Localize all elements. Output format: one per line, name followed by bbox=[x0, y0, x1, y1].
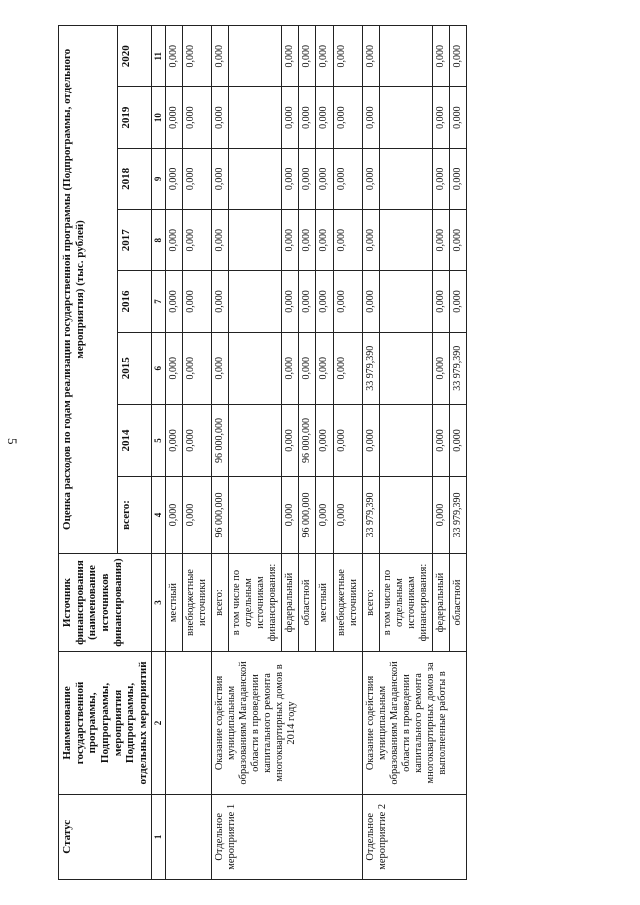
status-cell: Отдельное мероприятие 1 bbox=[212, 794, 363, 879]
source-cell: всего: bbox=[212, 553, 229, 652]
value-cell: 0,000 bbox=[282, 210, 299, 271]
table-row bbox=[165, 26, 182, 880]
value-cell bbox=[229, 148, 282, 209]
value-cell bbox=[229, 26, 282, 87]
value-cell bbox=[379, 210, 432, 271]
value-cell: 0,000 bbox=[362, 404, 379, 476]
page-number: 5 bbox=[5, 438, 20, 445]
value-cell bbox=[229, 210, 282, 271]
header-name: Наименование государственной программы, Подпрограммы, мероприятия Подпрограммы, отдельных мероприятий bbox=[59, 652, 152, 794]
value-cell: 0,000 bbox=[316, 404, 333, 476]
value-cell: 0,000 bbox=[299, 148, 316, 209]
table-row bbox=[212, 26, 229, 880]
source-cell: внебюджетные источники bbox=[333, 553, 362, 652]
value-cell: 0,000 bbox=[316, 210, 333, 271]
value-cell: 0,000 bbox=[182, 26, 211, 87]
column-index: 2 bbox=[152, 652, 165, 794]
value-cell: 0,000 bbox=[282, 271, 299, 332]
column-index: 6 bbox=[152, 332, 165, 404]
value-cell: 96 000,000 bbox=[299, 404, 316, 476]
value-cell: 0,000 bbox=[165, 148, 182, 209]
header-year: 2016 bbox=[118, 271, 152, 332]
value-cell: 0,000 bbox=[212, 271, 229, 332]
value-cell: 0,000 bbox=[282, 87, 299, 148]
value-cell: 0,000 bbox=[182, 148, 211, 209]
value-cell: 0,000 bbox=[432, 332, 449, 404]
budget-table-sheet bbox=[58, 25, 618, 880]
source-cell: федеральный bbox=[432, 553, 449, 652]
value-cell bbox=[229, 404, 282, 476]
index-row bbox=[152, 26, 165, 880]
header-total: всего: bbox=[118, 477, 152, 554]
header-year: 2017 bbox=[118, 210, 152, 271]
value-cell: 0,000 bbox=[282, 26, 299, 87]
value-cell bbox=[229, 332, 282, 404]
value-cell: 0,000 bbox=[299, 332, 316, 404]
value-cell: 0,000 bbox=[450, 87, 467, 148]
value-cell: 0,000 bbox=[362, 210, 379, 271]
value-cell: 0,000 bbox=[450, 210, 467, 271]
value-cell: 0,000 bbox=[282, 404, 299, 476]
value-cell: 0,000 bbox=[333, 148, 362, 209]
value-cell: 0,000 bbox=[282, 148, 299, 209]
value-cell: 0,000 bbox=[316, 332, 333, 404]
value-cell: 0,000 bbox=[316, 26, 333, 87]
value-cell: 0,000 bbox=[316, 477, 333, 554]
value-cell: 0,000 bbox=[282, 332, 299, 404]
source-cell: всего: bbox=[362, 553, 379, 652]
value-cell: 0,000 bbox=[299, 271, 316, 332]
value-cell: 0,000 bbox=[362, 148, 379, 209]
value-cell: 0,000 bbox=[333, 271, 362, 332]
header-source: Источник финансирования (наименование источников финансирования) bbox=[59, 553, 152, 652]
value-cell: 0,000 bbox=[299, 87, 316, 148]
value-cell: 0,000 bbox=[432, 271, 449, 332]
column-index: 5 bbox=[152, 404, 165, 476]
value-cell: 0,000 bbox=[165, 404, 182, 476]
budget-table bbox=[58, 25, 467, 880]
source-cell: в том числе по отдельным источникам финансирования: bbox=[379, 553, 432, 652]
column-index: 8 bbox=[152, 210, 165, 271]
value-cell: 33 979,390 bbox=[450, 477, 467, 554]
value-cell: 0,000 bbox=[432, 210, 449, 271]
value-cell: 0,000 bbox=[299, 26, 316, 87]
value-cell: 0,000 bbox=[212, 332, 229, 404]
source-cell: местный bbox=[316, 553, 333, 652]
event-name-cell: Оказание содействия муниципальным образованиям Магаданской области в проведении капитального ремонта многоквартирных домов в 2014 году bbox=[212, 652, 363, 794]
source-cell: областной bbox=[450, 553, 467, 652]
value-cell bbox=[379, 271, 432, 332]
source-cell: федеральный bbox=[282, 553, 299, 652]
value-cell: 96 000,000 bbox=[212, 404, 229, 476]
value-cell: 33 979,390 bbox=[362, 332, 379, 404]
source-cell: местный bbox=[165, 553, 182, 652]
value-cell: 0,000 bbox=[182, 477, 211, 554]
header-year: 2014 bbox=[118, 404, 152, 476]
table-body bbox=[165, 26, 466, 880]
value-cell: 0,000 bbox=[333, 87, 362, 148]
value-cell: 33 979,390 bbox=[362, 477, 379, 554]
header-year: 2015 bbox=[118, 332, 152, 404]
value-cell: 0,000 bbox=[299, 210, 316, 271]
value-cell bbox=[379, 404, 432, 476]
value-cell: 0,000 bbox=[333, 210, 362, 271]
header-estimate: Оценка расходов по годам реализации государственной программы (Подпрограммы, отдельного мероприятия) (тыс. рублей) bbox=[59, 26, 118, 554]
source-cell: областной bbox=[299, 553, 316, 652]
value-cell: 0,000 bbox=[212, 26, 229, 87]
value-cell: 33 979,390 bbox=[450, 332, 467, 404]
header-status: Статус bbox=[59, 794, 152, 879]
value-cell: 0,000 bbox=[432, 26, 449, 87]
column-index: 11 bbox=[152, 26, 165, 87]
value-cell: 0,000 bbox=[212, 148, 229, 209]
value-cell bbox=[379, 87, 432, 148]
header-year: 2018 bbox=[118, 148, 152, 209]
value-cell: 0,000 bbox=[316, 148, 333, 209]
value-cell: 0,000 bbox=[362, 26, 379, 87]
value-cell: 0,000 bbox=[182, 404, 211, 476]
column-index: 9 bbox=[152, 148, 165, 209]
event-name-cell bbox=[165, 652, 211, 794]
value-cell: 0,000 bbox=[212, 87, 229, 148]
value-cell bbox=[229, 87, 282, 148]
column-index: 10 bbox=[152, 87, 165, 148]
value-cell: 0,000 bbox=[165, 210, 182, 271]
value-cell bbox=[379, 477, 432, 554]
value-cell: 96 000,000 bbox=[212, 477, 229, 554]
value-cell: 0,000 bbox=[450, 404, 467, 476]
value-cell bbox=[379, 148, 432, 209]
status-cell: Отдельное мероприятие 2 bbox=[362, 794, 466, 879]
status-cell bbox=[165, 794, 211, 879]
header-year: 2019 bbox=[118, 87, 152, 148]
value-cell: 0,000 bbox=[165, 271, 182, 332]
value-cell: 0,000 bbox=[165, 26, 182, 87]
value-cell: 0,000 bbox=[165, 87, 182, 148]
value-cell: 0,000 bbox=[182, 271, 211, 332]
value-cell: 0,000 bbox=[333, 332, 362, 404]
value-cell: 0,000 bbox=[450, 148, 467, 209]
value-cell: 0,000 bbox=[182, 87, 211, 148]
value-cell: 0,000 bbox=[165, 477, 182, 554]
value-cell: 0,000 bbox=[212, 210, 229, 271]
column-index: 4 bbox=[152, 477, 165, 554]
value-cell: 96 000,000 bbox=[299, 477, 316, 554]
value-cell: 0,000 bbox=[432, 477, 449, 554]
value-cell: 0,000 bbox=[450, 26, 467, 87]
value-cell: 0,000 bbox=[362, 271, 379, 332]
value-cell: 0,000 bbox=[316, 271, 333, 332]
value-cell bbox=[379, 332, 432, 404]
value-cell: 0,000 bbox=[432, 404, 449, 476]
value-cell bbox=[229, 477, 282, 554]
value-cell: 0,000 bbox=[432, 148, 449, 209]
header-year: 2020 bbox=[118, 26, 152, 87]
value-cell: 0,000 bbox=[432, 87, 449, 148]
source-cell: внебюджетные источники bbox=[182, 553, 211, 652]
value-cell bbox=[379, 26, 432, 87]
value-cell: 0,000 bbox=[182, 332, 211, 404]
event-name-cell: Оказание содействия муниципальным образованиям Магаданской области в проведении капитального ремонта многоквартирных домов за выполненные работы в bbox=[362, 652, 466, 794]
value-cell: 0,000 bbox=[450, 271, 467, 332]
value-cell: 0,000 bbox=[333, 404, 362, 476]
column-index: 3 bbox=[152, 553, 165, 652]
value-cell: 0,000 bbox=[362, 87, 379, 148]
value-cell bbox=[229, 271, 282, 332]
value-cell: 0,000 bbox=[333, 26, 362, 87]
column-index: 7 bbox=[152, 271, 165, 332]
value-cell: 0,000 bbox=[182, 210, 211, 271]
value-cell: 0,000 bbox=[165, 332, 182, 404]
column-index: 1 bbox=[152, 794, 165, 879]
table-row bbox=[362, 26, 379, 880]
source-cell: в том числе по отдельным источникам финансирования: bbox=[229, 553, 282, 652]
value-cell: 0,000 bbox=[316, 87, 333, 148]
value-cell: 0,000 bbox=[282, 477, 299, 554]
value-cell: 0,000 bbox=[333, 477, 362, 554]
